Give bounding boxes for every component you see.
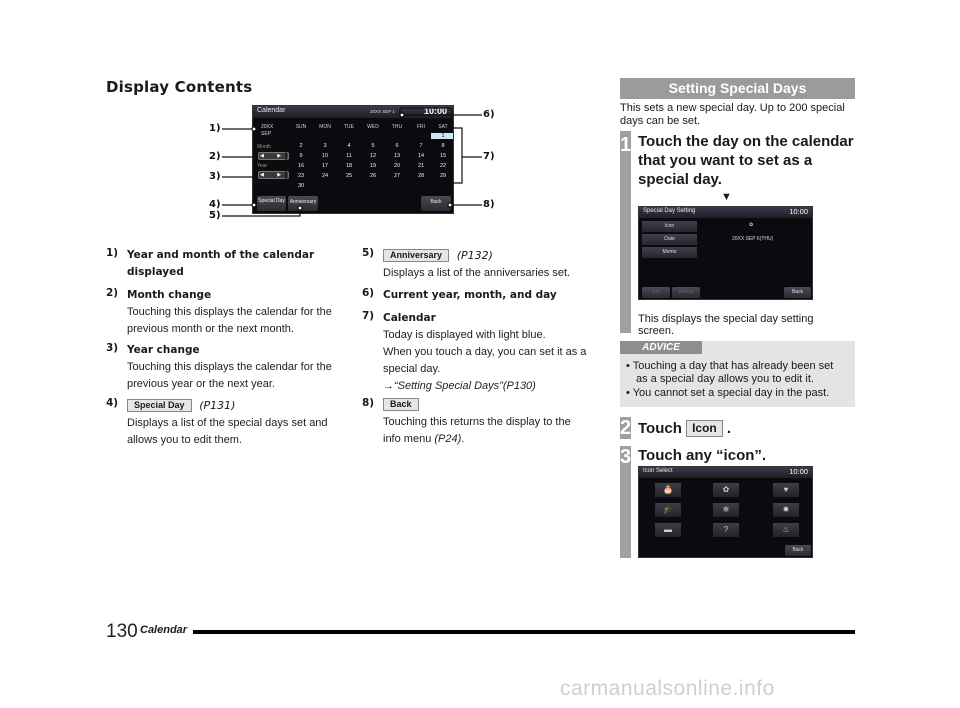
calendar-day[interactable]: 23 — [297, 173, 305, 179]
weekday-header: SUN — [295, 124, 307, 130]
icon-select-title: Icon Select — [643, 468, 673, 474]
icon-option[interactable]: ♨ — [773, 523, 799, 537]
calendar-day[interactable]: 27 — [393, 173, 401, 179]
item-7 — [362, 310, 612, 395]
calendar-day[interactable]: 22 — [439, 163, 447, 169]
setting-screen-title: Special Day Setting — [643, 208, 696, 214]
item-number: 3) — [106, 342, 119, 354]
icon-select-screenshot — [638, 466, 813, 558]
icon-option[interactable]: ▬ — [655, 523, 681, 537]
weekday-header: FRI — [416, 124, 426, 130]
icon-option[interactable]: ✹ — [773, 503, 799, 517]
icon-option[interactable]: 🎓 — [655, 503, 681, 517]
step-1-line: that you want to set as a — [638, 152, 813, 169]
calendar-day[interactable]: 14 — [417, 153, 425, 159]
item-body-line: Touching this returns the display to the — [383, 416, 571, 428]
step-1-line: Touch the day on the calendar — [638, 133, 854, 150]
calendar-day[interactable]: 8 — [441, 143, 445, 149]
step-2-title — [638, 419, 731, 438]
item-number: 6) — [362, 287, 375, 299]
item-8 — [362, 397, 612, 448]
item-number: 8) — [362, 397, 375, 409]
item-number: 1) — [106, 247, 119, 259]
item-6 — [362, 287, 612, 304]
calendar-day[interactable]: 25 — [345, 173, 353, 179]
icon-option[interactable]: ♥ — [773, 483, 799, 497]
calendar-day[interactable]: 19 — [369, 163, 377, 169]
weekday-header: THU — [391, 124, 403, 130]
calendar-day[interactable]: 28 — [417, 173, 425, 179]
advice-line: as a special day allows you to edit it. — [636, 373, 814, 385]
advice-item-2: • You cannot set a special day in the past. — [626, 387, 830, 399]
calendar-day[interactable]: 24 — [321, 173, 329, 179]
down-arrow-icon: ▼ — [721, 191, 732, 203]
item-number: 5) — [362, 247, 375, 259]
calendar-screen-title: Calendar — [257, 107, 286, 114]
setting-row-icon[interactable]: Icon — [642, 221, 697, 232]
item-body-line: Today is displayed with light blue. — [383, 329, 546, 341]
step-1-bar — [620, 131, 631, 333]
calendar-day[interactable]: 17 — [321, 163, 329, 169]
calendar-year: 20XX — [261, 124, 274, 130]
advice-item-1 — [626, 360, 852, 386]
item-body-line: Touching this displays the calendar for the — [127, 361, 332, 373]
item-body-line — [383, 431, 612, 448]
calendar-day[interactable]: 10 — [321, 153, 329, 159]
step-1-line: special day. — [638, 171, 722, 188]
watermark: carmanualsonline.info — [560, 677, 775, 700]
calendar-day[interactable]: 6 — [395, 143, 399, 149]
intro-line: This sets a new special day. Up to 200 special — [620, 102, 845, 114]
calendar-day[interactable]: 2 — [299, 143, 303, 149]
item-body-line: previous year or the next year. — [127, 378, 275, 390]
back-button[interactable]: Back — [785, 545, 811, 556]
calendar-month: SEP — [261, 131, 272, 137]
callout-8: 8) — [483, 199, 495, 210]
weekday-header: MON — [319, 124, 331, 130]
calendar-day[interactable]: 29 — [439, 173, 447, 179]
callout-1: 1) — [209, 123, 221, 134]
item-body-line: Displays a list of the special days set and — [127, 417, 328, 429]
callout-7: 7) — [483, 151, 495, 162]
calendar-day[interactable]: 26 — [369, 173, 377, 179]
item-heading: Year change — [127, 344, 200, 356]
callout-3: 3) — [209, 171, 221, 182]
delete-button[interactable]: Delete — [672, 287, 700, 298]
item-heading: Month change — [127, 289, 212, 301]
callout-5: 5) — [209, 210, 221, 221]
year-label: Year — [257, 163, 268, 169]
item-body-line: Displays a list of the anniversaries set. — [383, 267, 571, 279]
icon-option[interactable]: 🎂 — [655, 483, 681, 497]
anniversary-button[interactable]: Anniversary — [288, 196, 318, 211]
item-heading: Calendar — [383, 312, 436, 324]
callout-4: 4) — [209, 199, 221, 210]
weekday-header: TUE — [344, 124, 354, 130]
section-title: Display Contents — [106, 78, 253, 96]
item-heading: Year and month of the calendar — [127, 249, 315, 261]
page-ref: (P132) — [456, 249, 493, 262]
item-body-line: special day. — [383, 363, 441, 375]
calendar-day[interactable]: 5 — [371, 143, 375, 149]
item-number: 7) — [362, 310, 375, 322]
callout-2: 2) — [209, 151, 221, 162]
step-3-title: Touch any “icon”. — [638, 447, 767, 464]
step-2-end: . — [726, 420, 732, 437]
year-change-arrows[interactable]: ◀ ▶ — [259, 172, 288, 178]
item-body-text: info menu — [383, 433, 435, 445]
weekday-header: SAT — [438, 124, 448, 130]
icon-label: Icon — [686, 420, 723, 437]
screenshot-caption — [638, 313, 848, 337]
advice-box — [620, 341, 855, 407]
calendar-clock: 10:00 — [424, 106, 448, 116]
footer-rule — [193, 630, 855, 634]
calendar-current-date: 20XX SEP 1 — [370, 109, 395, 114]
item-3 — [106, 342, 346, 393]
calendar-day[interactable]: 11 — [346, 153, 352, 159]
step-3-number: 3 — [620, 446, 632, 468]
calendar-day[interactable]: 20 — [393, 163, 401, 169]
item-body-line: previous month or the next month. — [127, 323, 294, 335]
calendar-day[interactable]: 13 — [393, 153, 401, 159]
calendar-day[interactable]: 9 — [299, 153, 303, 159]
setting-row-date[interactable]: Date — [642, 234, 697, 245]
calendar-day[interactable]: 1 — [431, 133, 454, 139]
month-change-arrows[interactable]: ◀ ▶ — [259, 153, 288, 159]
advice-line: • Touching a day that has already been set — [626, 360, 834, 372]
page-number: 130 — [106, 621, 138, 642]
flower-icon: ✿ — [749, 222, 754, 228]
month-label: Month — [257, 144, 271, 150]
item-heading: Current year, month, and day — [383, 289, 557, 301]
item-body-line: allows you to edit them. — [127, 434, 242, 446]
calendar-day[interactable]: 4 — [347, 143, 351, 149]
sidebar-intro — [620, 102, 858, 128]
calendar-day[interactable]: 15 — [439, 153, 447, 159]
footer-title: Calendar — [140, 624, 188, 636]
special-day-button[interactable]: Special Day — [257, 196, 286, 211]
intro-line: days can be set. — [620, 115, 701, 127]
calendar-day[interactable]: 30 — [297, 183, 305, 189]
icon-option[interactable]: ✿ — [713, 483, 739, 497]
special-day-setting-screenshot — [638, 206, 813, 300]
item-2 — [106, 287, 346, 338]
calendar-day[interactable]: 7 — [419, 143, 423, 149]
page-ref: (P131) — [199, 399, 236, 412]
item-body-line: Touching this displays the calendar for the — [127, 306, 332, 318]
calendar-day[interactable]: 12 — [369, 153, 377, 159]
page-ref: (P24) — [434, 433, 462, 445]
step-2-text: Touch — [638, 420, 682, 437]
item-1 — [106, 247, 346, 281]
advice-tag: ADVICE — [620, 341, 702, 354]
caption-line: screen. — [638, 325, 675, 337]
back-button[interactable]: Back — [784, 287, 811, 298]
back-button[interactable]: Back — [421, 196, 451, 211]
item-heading-2: displayed — [127, 266, 184, 278]
calendar-day[interactable]: 21 — [417, 163, 425, 169]
sidebar-heading: Setting Special Days — [620, 78, 855, 99]
icon-select-clock: 10:00 — [789, 467, 808, 476]
item-5 — [362, 247, 612, 282]
calendar-day[interactable]: 3 — [323, 143, 327, 149]
special-day-label: Special Day — [127, 399, 192, 412]
item-number: 4) — [106, 397, 119, 409]
calendar-day[interactable]: 16 — [297, 163, 305, 169]
caption-line: This displays the special day setting — [638, 313, 814, 325]
step-1-title — [638, 132, 854, 189]
step-2-number: 2 — [620, 417, 632, 439]
item-body-end: . — [461, 433, 465, 445]
item-number: 2) — [106, 287, 119, 299]
anniversary-label: Anniversary — [383, 249, 449, 262]
weekday-header: WED — [367, 124, 379, 130]
set-button[interactable]: Set — [642, 287, 670, 298]
icon-option[interactable]: ❄ — [713, 503, 739, 517]
step-1-number: 1 — [620, 134, 632, 156]
item-4 — [106, 397, 346, 449]
setting-row-memo[interactable]: Memo — [642, 247, 697, 258]
callout-6: 6) — [483, 109, 495, 120]
icon-option[interactable]: ? — [713, 523, 739, 537]
calendar-day[interactable]: 18 — [345, 163, 353, 169]
back-label: Back — [383, 398, 419, 411]
setting-clock: 10:00 — [789, 207, 808, 216]
see-also-link[interactable]: →“Setting Special Days”(P130) — [383, 380, 536, 392]
item-body-line: When you touch a day, you can set it as a — [383, 346, 587, 358]
setting-date-value: 20XX SEP 6(THU) — [732, 236, 774, 242]
